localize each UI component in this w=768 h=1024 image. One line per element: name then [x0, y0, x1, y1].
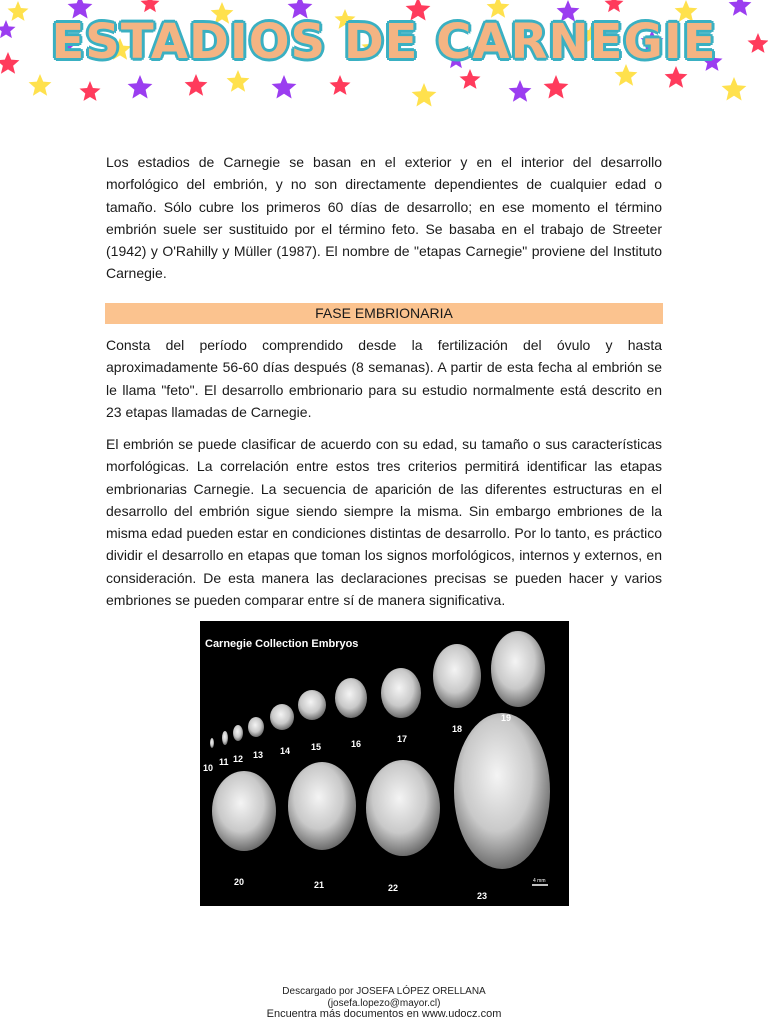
stage-label: 14 [280, 746, 291, 756]
stage-label: 12 [233, 754, 244, 764]
stage-label: 19 [501, 713, 512, 723]
star-icon [141, 0, 160, 12]
footer-downloaded-by: Descargado por JOSEFA LÓPEZ ORELLANA [282, 986, 486, 997]
star-icon [412, 83, 437, 107]
star-icon [460, 69, 481, 89]
scale-label: 4 mm [533, 878, 546, 884]
stage-label: 23 [477, 891, 488, 901]
section-paragraph-1: Consta del período comprendido desde la fertilización del óvulo y hasta aproximadamente 56-60 días después (8 semanas). A partir de esta fecha al embrión se le llama "feto". El desarrollo embrionario para su estudio normalmente está descrito en 23 etapas llamadas de Carnegie. [106, 337, 662, 420]
intro-paragraph: Los estadios de Carnegie se basan en el exterior y en el interior del desarrollo morfológico del embrión, y no son directamente dependientes de cualquier edad o tamaño. Sólo cubre los primeros 60 días de desarrollo; en ese momento el término embrión suele ser sustituido por el término feto. Se basaba en el trabajo de Streeter (1942) y O'Rahilly y Müller (1987). El nombre de "etapas Carnegie" proviene del Instituto Carnegie. [106, 154, 662, 282]
stage-label: 18 [452, 724, 463, 734]
section-paragraph-2: El embrión se puede clasificar de acuerdo con su edad, su tamaño o sus características morfológicas. La correlación entre estos tres criterios permitirá identificar las etapas embrionarias Carnegie. La secuencia de aparición de las diferentes estructuras en el desarrollo del embrión sigue siendo siempre la misma. Sin embargo embriones de la misma edad pueden estar en condiciones distintas de desarrollo. Por lo tanto, es práctico dividir el desarrollo en etapas que toman los signos morfológicos, internos y externos, en consideración. De esta manera las declaraciones precisas se pueden hacer y varios embriones se pueden comparar entre sí de manera significativa. [106, 436, 662, 609]
star-icon [272, 75, 297, 99]
stage-label: 10 [203, 763, 214, 773]
stage-label: 17 [397, 734, 408, 744]
stage-label: 22 [388, 883, 399, 893]
page-title: ESTADIOS DE CARNEGIE [51, 14, 717, 70]
stage-label: 15 [311, 742, 322, 752]
star-icon [80, 81, 101, 101]
embryo-figure [200, 621, 569, 906]
star-icon [330, 75, 351, 95]
footer-email: (josefa.lopezo@mayor.cl) [327, 998, 441, 1009]
star-icon [29, 74, 52, 96]
stage-label: 21 [314, 880, 325, 890]
embryo-illustration [200, 621, 569, 906]
star-icon [227, 70, 250, 92]
star-icon [185, 74, 208, 96]
page-header [0, 0, 768, 112]
star-icon [722, 77, 747, 101]
star-icon [128, 75, 153, 99]
footer-link[interactable]: Encuentra más documentos en www.udocz.com [266, 1008, 502, 1020]
star-icon [544, 75, 569, 99]
star-icon [605, 0, 624, 12]
stage-label: 11 [219, 757, 229, 767]
stage-label: 16 [351, 739, 362, 749]
stage-label: 13 [253, 750, 264, 760]
stage-label: 20 [234, 877, 245, 887]
star-icon [509, 80, 532, 102]
section-heading: FASE EMBRIONARIA [105, 303, 663, 324]
figure-caption: Carnegie Collection Embryos [205, 638, 359, 650]
